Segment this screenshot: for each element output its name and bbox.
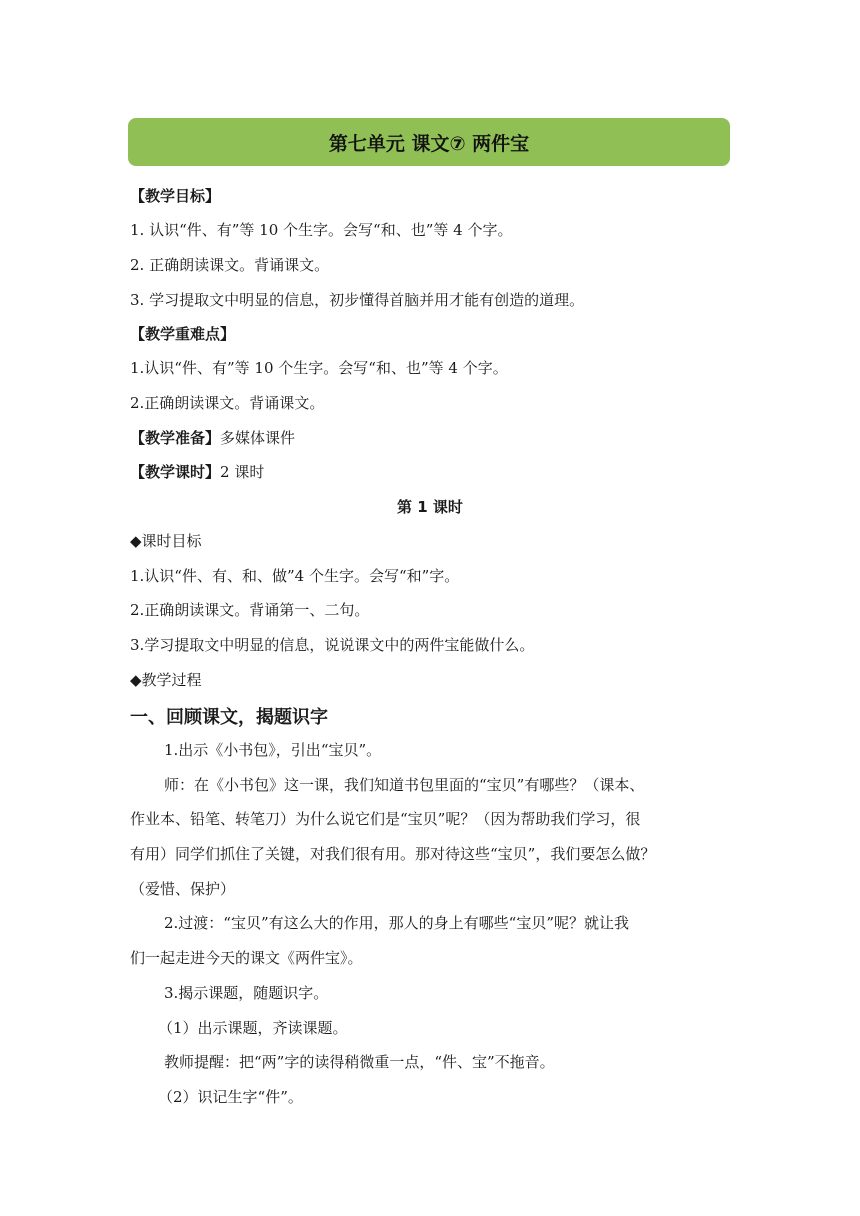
key-points-heading: 【教学重难点】 bbox=[130, 325, 236, 343]
hours-label: 【教学课时】 bbox=[130, 463, 221, 481]
hours-value: 2 课时 bbox=[220, 463, 265, 481]
key-point-2: 2.正确朗读课文。背诵课文。 bbox=[130, 394, 325, 412]
body-line-11: （2）识记生字“件”。 bbox=[158, 1088, 303, 1106]
lesson-goal-3: 3.学习提取文中明显的信息，说说课文中的两件宝能做什么。 bbox=[130, 636, 535, 654]
body-line-10: 教师提醒：把“两”字的读得稍微重一点，“件、宝”不拖音。 bbox=[164, 1053, 555, 1071]
goal-2: 2. 正确朗读课文。背诵课文。 bbox=[130, 256, 330, 274]
body-line-6: 2.过渡：“宝贝”有这么大的作用，那人的身上有哪些“宝贝”呢？就让我 bbox=[164, 914, 629, 932]
page-title: 第七单元 课文⑦ 两件宝 bbox=[328, 132, 530, 155]
title-banner bbox=[128, 118, 730, 166]
key-point-1: 1.认识“件、有”等 10 个生字。会写“和、也”等 4 个字。 bbox=[130, 359, 508, 377]
process-heading: ◆教学过程 bbox=[130, 671, 202, 689]
lesson-heading: 第 1 课时 bbox=[397, 498, 463, 516]
goals-heading: 【教学目标】 bbox=[130, 187, 221, 205]
body-line-2: 师：在《小书包》这一课，我们知道书包里面的“宝贝”有哪些？（课本、 bbox=[164, 776, 645, 794]
lesson-goals-heading: ◆课时目标 bbox=[130, 532, 202, 550]
body-line-4: 有用）同学们抓住了关键，对我们很有用。那对待这些“宝贝”，我们要怎么做？ bbox=[130, 845, 656, 863]
lesson-goal-1: 1.认识“件、有、和、做”4 个生字。会写“和”字。 bbox=[130, 567, 460, 585]
body-line-1: 1.出示《小书包》，引出“宝贝”。 bbox=[164, 741, 382, 759]
section1-heading: 一、回顾课文，揭题识字 bbox=[130, 707, 328, 728]
body-line-8: 3.揭示课题，随题识字。 bbox=[164, 984, 329, 1002]
hours-line bbox=[130, 462, 740, 482]
goal-1: 1. 认识“件、有”等 10 个生字。会写“和、也”等 4 个字。 bbox=[130, 221, 513, 239]
body-line-9: （1）出示课题，齐读课题。 bbox=[158, 1019, 348, 1037]
body-line-5: （爱惜、保护） bbox=[130, 880, 236, 898]
body-line-3: 作业本、铅笔、转笔刀）为什么说它们是“宝贝”呢？（因为帮助我们学习，很 bbox=[130, 810, 641, 828]
prep-value: 多媒体课件 bbox=[220, 429, 296, 447]
goal-3: 3. 学习提取文中明显的信息，初步懂得首脑并用才能有创造的道理。 bbox=[130, 291, 585, 309]
body-line-7: 们一起走进今天的课文《两件宝》。 bbox=[130, 949, 363, 967]
lesson-goal-2: 2.正确朗读课文。背诵第一、二句。 bbox=[130, 601, 370, 619]
prep-label: 【教学准备】 bbox=[130, 429, 221, 447]
prep-line bbox=[130, 428, 740, 448]
